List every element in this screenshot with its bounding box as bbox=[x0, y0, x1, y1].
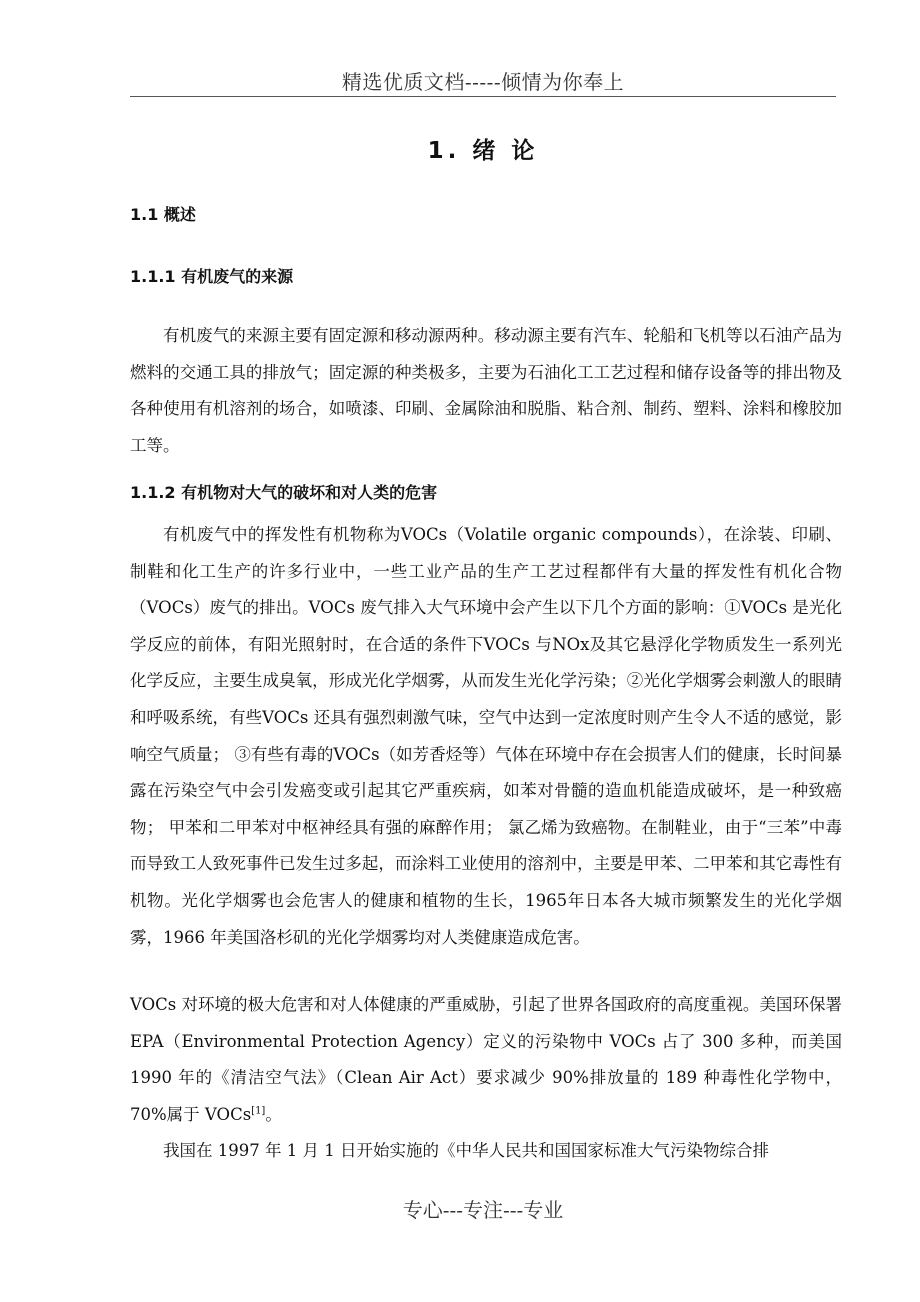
header-divider bbox=[130, 96, 836, 97]
paragraph-sources: 有机废气的来源主要有固定源和移动源两种。移动源主要有汽车、轮船和飞机等以石油产品为燃料的交通工具的排放气；固定源的种类极多，主要为石油化工工艺过程和储存设备等的排出物及各种使用有机溶剂的场合，如喷漆、印刷、金属除油和脱脂、粘合剂、制药、塑料、涂料和橡胶加工等。 bbox=[130, 326, 842, 455]
paragraph-china-standard: 我国在 1997 年 1 月 1 日开始实施的《中华人民共和国国家标准大气污染物综合排 bbox=[163, 1141, 769, 1160]
page-header: 精选优质文档-----倾情为你奉上 bbox=[341, 70, 625, 94]
citation-reference[interactable]: [1] bbox=[251, 1105, 266, 1117]
chapter-title: 1. 绪 论 bbox=[427, 138, 539, 164]
paragraph-hazards: 有机废气中的挥发性有机物称为VOCs（Volatile organic compounds），在涂装、印刷、制鞋和化工生产的许多行业中，一些工业产品的生产工艺过程都伴有大量的挥发性有机化合物（VOCs）废气的排出。VOCs 废气排入大气环境中会产生以下几个方面的影响：①VOCs 是光化学反应的前体，有阳光照射时，在合适的条件下VOCs 与NOx及其它悬浮化学物质发生一系列光化学反应，主要生成臭氧，形成光化学烟雾，从而发生光化学污染；②光化学烟雾会刺激人的眼睛和呼吸系统，有些VOCs 还具有强烈刺激气味，空气中达到一定浓度时则产生令人不适的感觉，影响空气质量； ③有些有毒的VOCs（如芳香烃等）气体在环境中存在会损害人们的健康，长时间暴露在污染空气中会引发癌变或引起其它严重疾病，如苯对骨髓的造血机能造成破坏，是一种致癌物； 甲苯和二甲苯对中枢神经具有强的麻醉作用； 氯乙烯为致癌物。在制鞋业，由于“三苯”中毒而导致工人致死事件已发生过多起，而涂料工业使用的溶剂中，主要是甲苯、二甲苯和其它毒性有机物。光化学烟雾也会危害人的健康和植物的生长，1965年日本各大城市频繁发生的光化学烟雾，1966 年美国洛杉矶的光化学烟雾均对人类健康造成危害。 bbox=[130, 525, 842, 947]
paragraph-epa-text: VOCs 对环境的极大危害和对人体健康的严重威胁，引起了世界各国政府的高度重视。美国环保署 EPA（Environmental Protection Agency）定义的污染物中 VOCs 占了 300 多种，而美国 1990 年的《清洁空气法》（Clean Air Act）要求减少 90%排放量的 189 种毒性化学物中，70%属于 VOCs bbox=[130, 995, 842, 1124]
page-footer: 专心---专注---专业 bbox=[402, 1198, 564, 1222]
paragraph-epa-end: 。 bbox=[265, 1104, 282, 1124]
subsection-heading-hazards: 1.1.2 有机物对大气的破坏和对人类的危害 bbox=[130, 483, 438, 502]
paragraph-epa bbox=[130, 987, 842, 1133]
subsection-heading-sources: 1.1.1 有机废气的来源 bbox=[130, 267, 294, 286]
section-heading-overview: 1.1 概述 bbox=[130, 205, 196, 224]
